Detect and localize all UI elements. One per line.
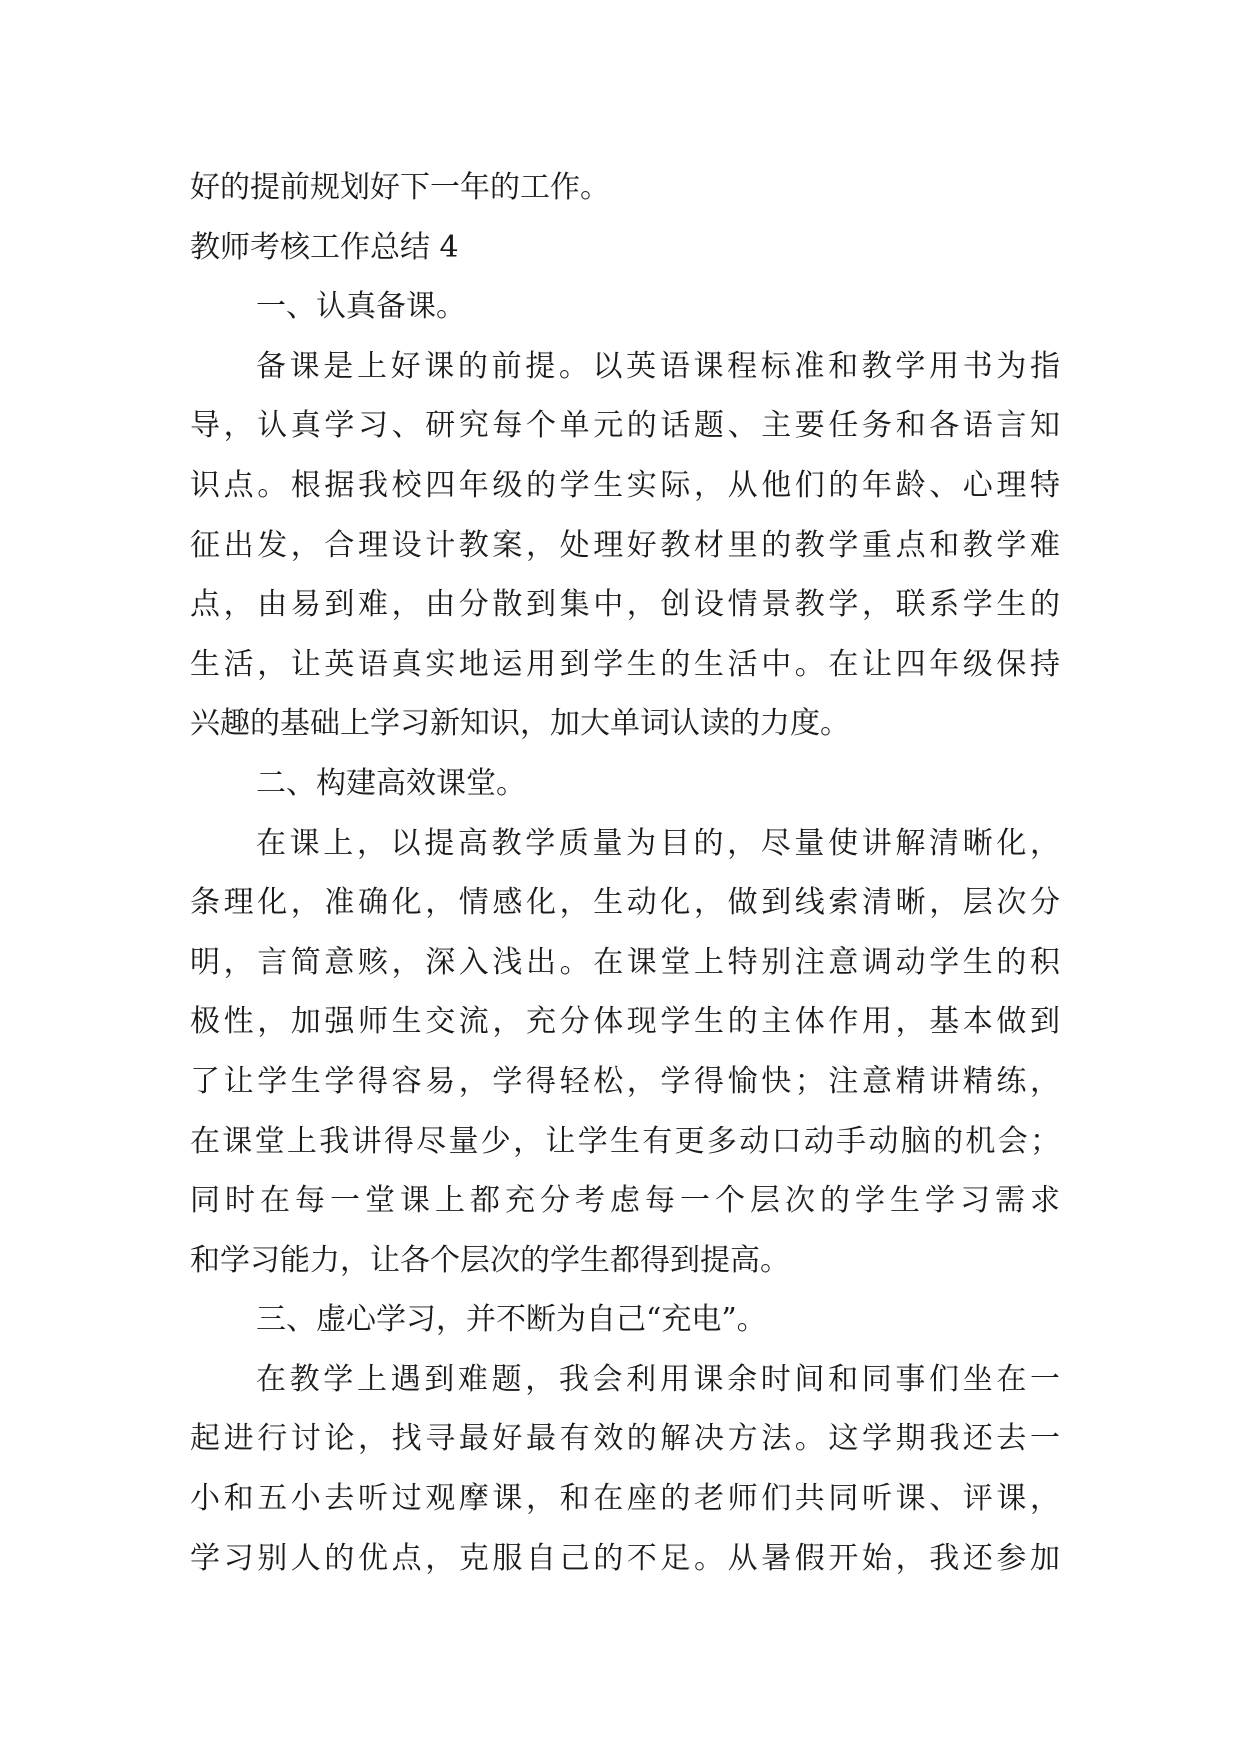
text-line: 极性，加强师生交流，充分体现学生的主体作用，基本做到 [190,1004,1060,1040]
text-line: 兴趣的基础上学习新知识，加大单词认读的力度。 [190,706,850,742]
text-line: 生活，让英语真实地运用到学生的生活中。在让四年级保持 [190,646,1060,682]
text-line: 小和五小去听过观摩课，和在座的老师们共同听课、评课， [190,1481,1060,1517]
text-line: 教师考核工作总结 4 [190,229,459,265]
text-line: 了让学生学得容易，学得轻松，学得愉快；注意精讲精练， [190,1063,1060,1099]
text-line: 识点。根据我校四年级的学生实际，从他们的年龄、心理特 [190,467,1060,503]
text-line: 明，言简意赅，深入浅出。在课堂上特别注意调动学生的积 [190,944,1060,980]
text-line: 导，认真学习、研究每个单元的话题、主要任务和各语言知 [190,408,1060,444]
text-line: 一、认真备课。 [256,289,466,325]
text-line: 征出发，合理设计教案，处理好教材里的教学重点和教学难 [190,527,1060,563]
text-line: 在课堂上我讲得尽量少，让学生有更多动口动手动脑的机会； [190,1123,1060,1159]
text-line: 条理化，准确化，情感化，生动化，做到线索清晰，层次分 [190,885,1060,921]
text-line: 备课是上好课的前提。以英语课程标准和教学用书为指 [256,348,1060,384]
text-line: 点，由易到难，由分散到集中，创设情景教学，联系学生的 [190,587,1060,623]
text-line: 二、构建高效课堂。 [256,765,526,801]
document-body [190,158,1060,1588]
text-line: 在教学上遇到难题，我会利用课余时间和同事们坐在一 [256,1361,1060,1397]
text-line: 好的提前规划好下一年的工作。 [190,170,610,205]
text-line: 在课上，以提高教学质量为目的，尽量使讲解清晰化， [256,825,1060,861]
text-line: 三、虚心学习，并不断为自己“充电”。 [256,1302,767,1338]
text-line: 起进行讨论，找寻最好最有效的解决方法。这学期我还去一 [190,1421,1060,1457]
text-line: 同时在每一堂课上都充分考虑每一个层次的学生学习需求 [190,1183,1060,1219]
text-line: 和学习能力，让各个层次的学生都得到提高。 [190,1242,790,1278]
text-line: 学习别人的优点，克服自己的不足。从暑假开始，我还参加 [190,1540,1060,1576]
